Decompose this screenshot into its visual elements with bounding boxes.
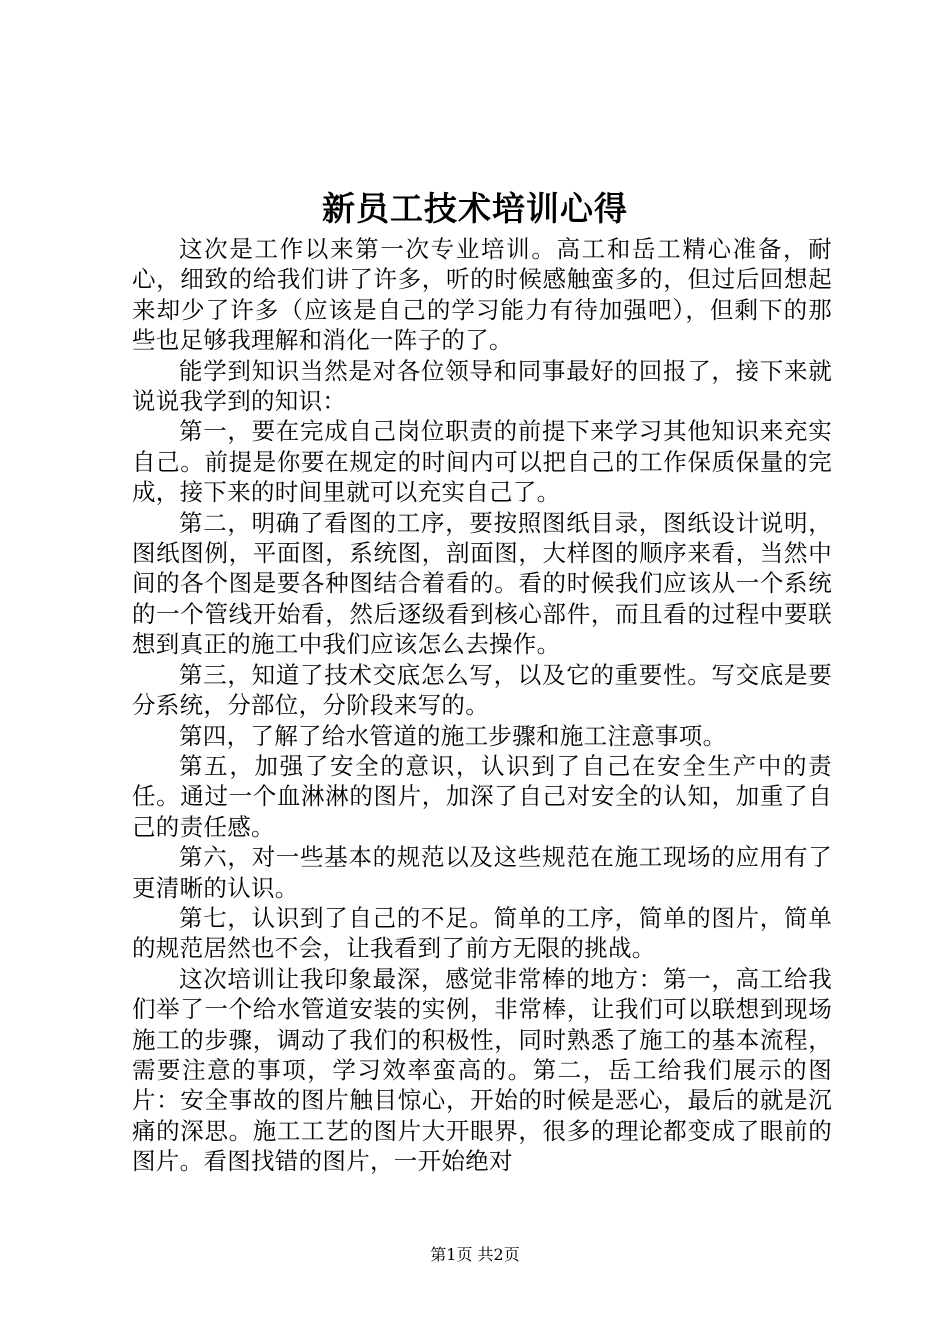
paragraph: 这次是工作以来第一次专业培训。高工和岳工精心准备，耐心，细致的给我们讲了许多，听的时候感触蛮多的，但过后回想起来却少了许多（应该是自己的学习能力有待加强吧），但剩下的那些也足够我理解和消化一阵子的了。 — [132, 235, 832, 355]
paragraph: 第四，了解了给水管道的施工步骤和施工注意事项。 — [179, 721, 727, 750]
paragraph: 第三，知道了技术交底怎么写，以及它的重要性。写交底是要分系统，分部位，分阶段来写的。 — [132, 660, 832, 720]
document-title: 新员工技术培训心得 — [322, 189, 628, 228]
paragraph: 能学到知识当然是对各位领导和同事最好的回报了，接下来就说说我学到的知识： — [132, 356, 832, 416]
paragraph: 第二，明确了看图的工序，要按照图纸目录，图纸设计说明，图纸图例，平面图，系统图，剖面图，大样图的顺序来看，当然中间的各个图是要各种图结合着看的。看的时候我们应该从一个系统的一个管线开始看，然后逐级看到核心部件，而且看的过程中要联想到真正的施工中我们应该怎么去操作。 — [132, 508, 832, 659]
paragraph: 第六，对一些基本的规范以及这些规范在施工现场的应用有了更清晰的认识。 — [132, 843, 832, 902]
page-number-footer: 第1页 共2页 — [430, 1245, 520, 1264]
document-body — [132, 234, 832, 1177]
paragraph: 第一，要在完成自己岗位职责的前提下来学习其他知识来充实自己。前提是你要在规定的时间内可以把自己的工作保质保量的完成，接下来的时间里就可以充实自己了。 — [132, 417, 832, 507]
paragraph: 第五，加强了安全的意识，认识到了自己在安全生产中的责任。通过一个血淋淋的图片，加深了自己对安全的认知，加重了自己的责任感。 — [132, 751, 832, 841]
paragraph: 这次培训让我印象最深，感觉非常棒的地方：第一，高工给我们举了一个给水管道安装的实例，非常棒，让我们可以联想到现场施工的步骤，调动了我们的积极性，同时熟悉了施工的基本流程，需要注意的事项，学习效率蛮高的。第二，岳工给我们展示的图片：安全事故的图片触目惊心，开始的时候是恶心，最后的就是沉痛的深思。施工工艺的图片大开眼界，很多的理论都变成了眼前的图片。看图找错的图片，一开始绝对 — [132, 964, 832, 1176]
paragraph: 第七，认识到了自己的不足。简单的工序，简单的图片，简单的规范居然也不会，让我看到了前方无限的挑战。 — [132, 903, 832, 963]
